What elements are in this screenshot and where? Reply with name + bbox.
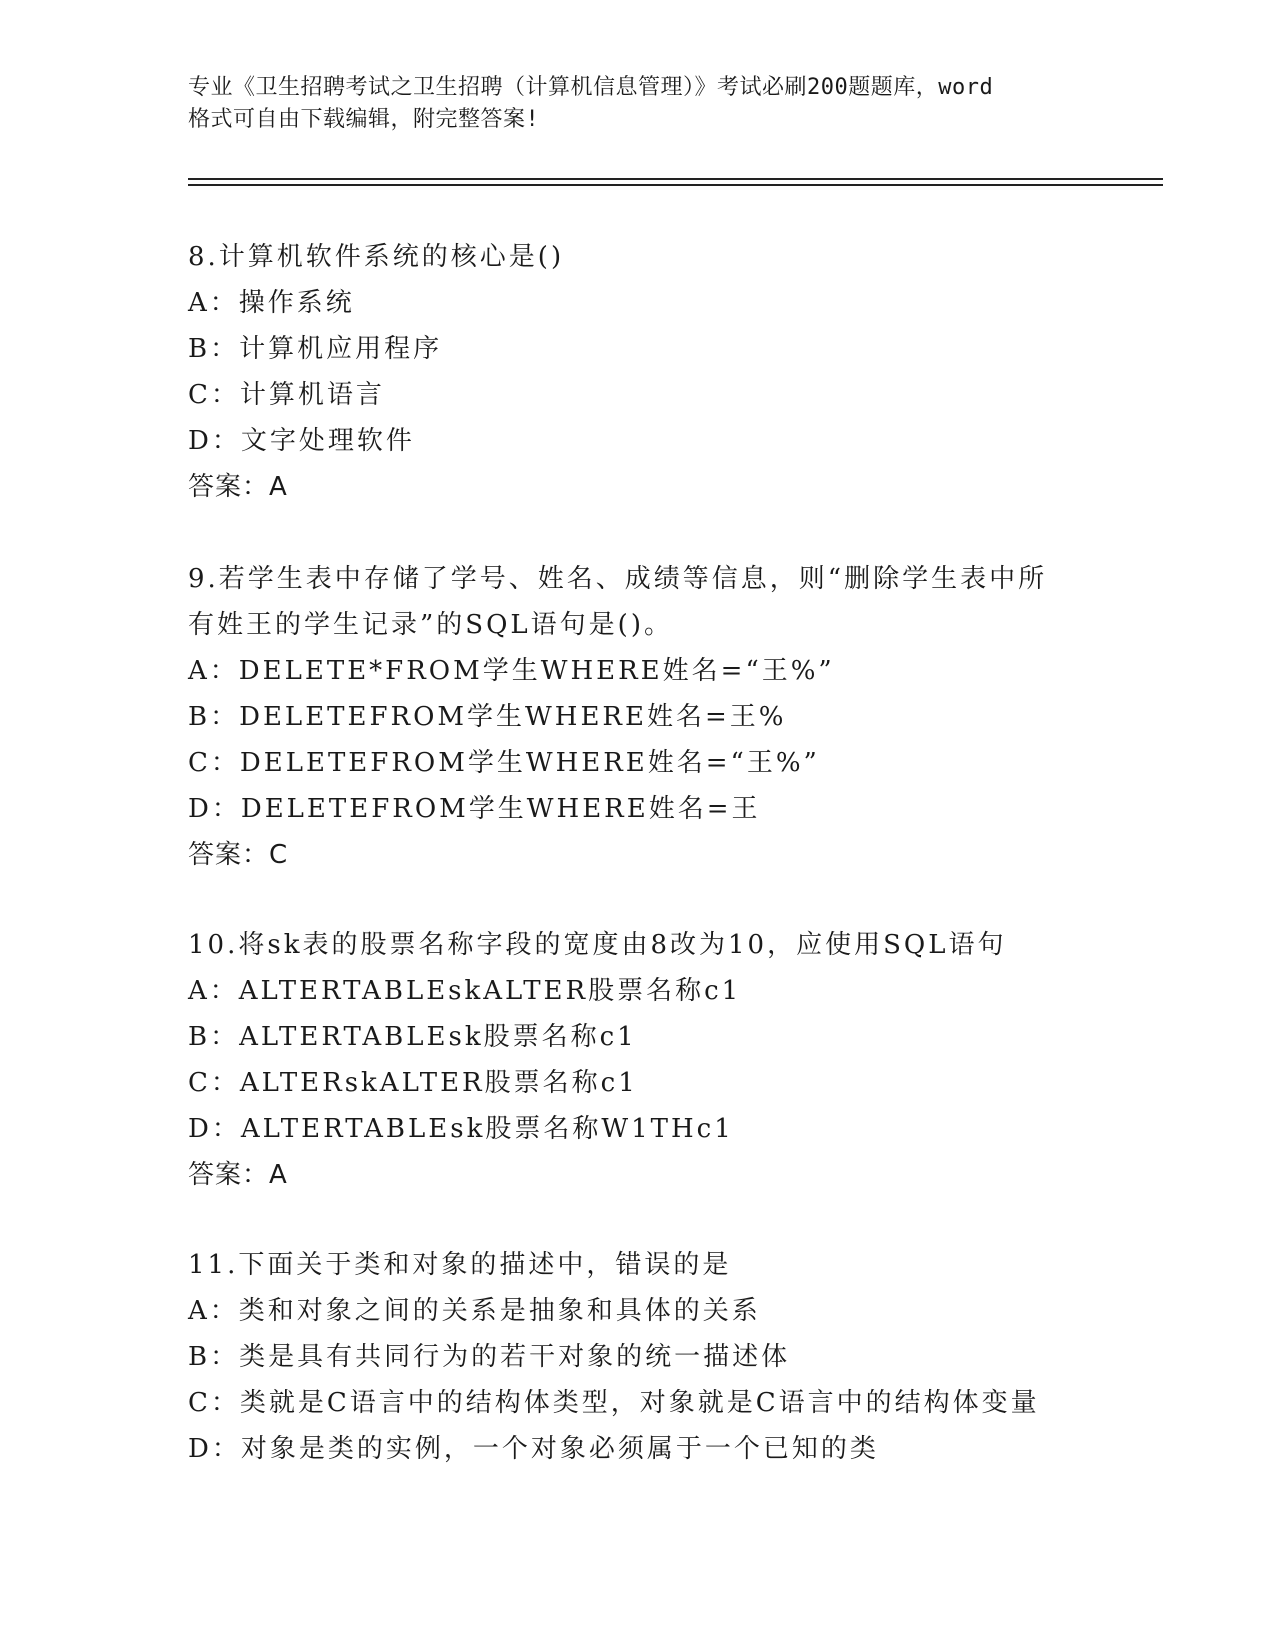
option-d: D：对象是类的实例，一个对象必须属于一个已知的类 (188, 1434, 879, 1464)
option-b: B：ALTERTABLEsk股票名称c1 (188, 1022, 637, 1052)
question-8 (188, 234, 1148, 510)
question-11 (188, 1242, 1148, 1472)
option-c: C：ALTERskALTER股票名称c1 (188, 1068, 638, 1098)
question-9 (188, 556, 1148, 878)
option-b: B：DELETEFROM学生WHERE姓名=王% (188, 702, 787, 732)
option-a: A：类和对象之间的关系是抽象和具体的关系 (188, 1296, 761, 1326)
header-line-1: 专业《卫生招聘考试之卫生招聘（计算机信息管理）》考试必刷200题题库，word (188, 75, 994, 100)
option-b: B：计算机应用程序 (188, 334, 443, 364)
question-stem: 10.将sk表的股票名称字段的宽度由8改为10，应使用SQL语句 (188, 930, 1007, 960)
option-d: D：ALTERTABLEsk股票名称W1THc1 (188, 1114, 734, 1144)
header-divider-bottom (188, 184, 1163, 186)
option-a: A：ALTERTABLEskALTER股票名称c1 (188, 976, 742, 1006)
answer-key: 答案：A (188, 472, 288, 502)
option-c: C：类就是C语言中的结构体类型，对象就是C语言中的结构体变量 (188, 1388, 1040, 1418)
header-line-2: 格式可自由下载编辑，附完整答案! (188, 107, 540, 132)
option-d: D：文字处理软件 (188, 426, 415, 456)
question-stem: 11.下面关于类和对象的描述中，错误的是 (188, 1250, 732, 1280)
option-c: C：计算机语言 (188, 380, 385, 410)
answer-key: 答案：C (188, 840, 289, 870)
option-d: D：DELETEFROM学生WHERE姓名=王 (188, 794, 761, 824)
option-a: A：操作系统 (188, 288, 355, 318)
option-b: B：类是具有共同行为的若干对象的统一描述体 (188, 1342, 791, 1372)
question-stem-continued: 有姓王的学生记录”的SQL语句是()。 (188, 610, 673, 640)
answer-key: 答案：A (188, 1160, 288, 1190)
option-c: C：DELETEFROM学生WHERE姓名=“王%” (188, 748, 820, 778)
question-stem: 9.若学生表中存储了学号、姓名、成绩等信息，则“删除学生表中所 (188, 564, 1048, 594)
question-10 (188, 922, 1148, 1198)
question-stem: 8.计算机软件系统的核心是() (188, 242, 565, 272)
document-header (188, 72, 1088, 136)
option-a: A：DELETE*FROM学生WHERE姓名=“王%” (188, 656, 835, 686)
header-divider-top (188, 178, 1163, 180)
